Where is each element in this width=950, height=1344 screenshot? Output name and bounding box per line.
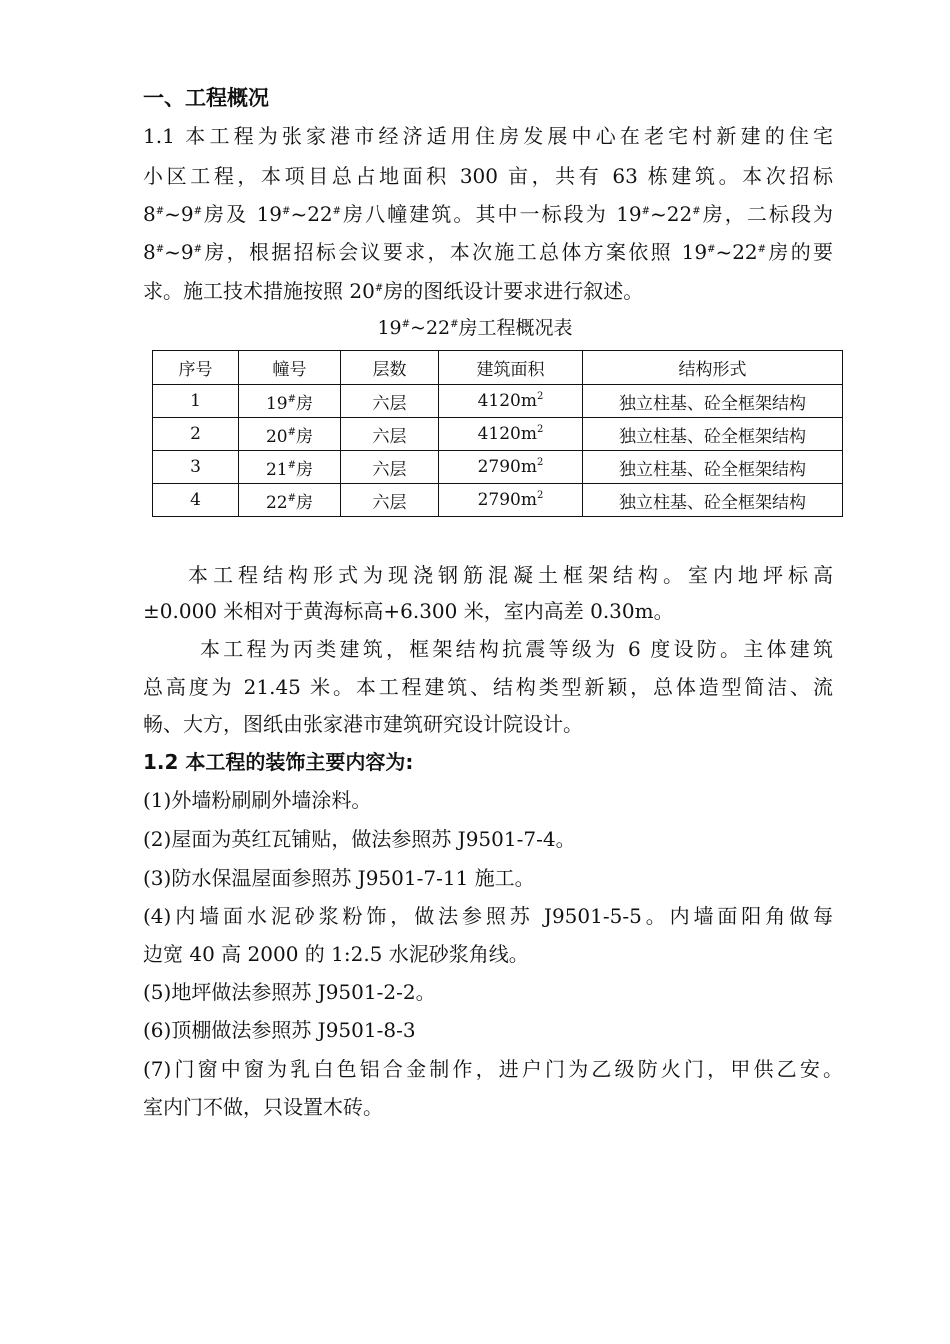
structure-type: 独立柱基、砼全框架结构 xyxy=(583,484,843,517)
para1-line1: 本工程结构形式为现浇钢筋混凝土框架结构。室内地坪标高 xyxy=(188,563,833,587)
row-number: 3 xyxy=(153,451,239,484)
list-item: (7)门窗中窗为乳白色铝合金制作，进户门为乙级防火门，甲供乙安。 xyxy=(143,1057,843,1081)
list-item: (5)地坪做法参照苏 J9501-2-2。 xyxy=(143,980,436,1004)
overview-table xyxy=(152,350,843,517)
s11-line3: 8#~9#房及 19#~22#房八幢建筑。其中一标段为 19#~22#房，二标段为 xyxy=(143,202,834,226)
building-number: 20#房 xyxy=(239,418,341,451)
table-header-row xyxy=(153,351,843,385)
list-item-continued: 边宽 40 高 2000 的 1:2.5 水泥砂浆角线。 xyxy=(143,942,529,966)
floor-area: $4120m^2$ xyxy=(439,418,583,451)
header-cell: 结构形式 xyxy=(583,351,843,385)
floors: 六层 xyxy=(341,385,439,418)
table-row xyxy=(153,385,843,418)
s12-title: 1.2 本工程的装饰主要内容为: xyxy=(143,750,414,774)
para2-line3: 畅、大方，图纸由张家港市建筑研究设计院设计。 xyxy=(143,712,583,736)
row-number: 1 xyxy=(153,385,239,418)
s11-line2: 小区工程，本项目总占地面积 300 亩，共有 63 栋建筑。本次招标 xyxy=(143,164,833,188)
building-number: 21#房 xyxy=(239,451,341,484)
list-item: (1)外墙粉刷刷外墙涂料。 xyxy=(143,788,372,812)
table-row xyxy=(153,484,843,517)
para1-line2: ±0.000 米相对于黄海标高+6.300 米，室内高差 0.30m。 xyxy=(143,599,674,623)
building-number: 19#房 xyxy=(239,385,341,418)
list-item-continued: 室内门不做，只设置木砖。 xyxy=(143,1095,383,1119)
floors: 六层 xyxy=(341,451,439,484)
s11-line4: 8#~9#房，根据招标会议要求，本次施工总体方案依照 19#~22#房的要 xyxy=(143,240,834,264)
list-item: (6)顶棚做法参照苏 J9501-8-3 xyxy=(143,1018,416,1042)
row-number: 4 xyxy=(153,484,239,517)
floors: 六层 xyxy=(341,418,439,451)
header-cell: 序号 xyxy=(153,351,239,385)
structure-type: 独立柱基、砼全框架结构 xyxy=(583,418,843,451)
list-item: (2)屋面为英红瓦铺贴，做法参照苏 J9501-7-4。 xyxy=(143,827,576,851)
header-cell: 层数 xyxy=(341,351,439,385)
list-item: (4)内墙面水泥砂浆粉饰，做法参照苏 J9501-5-5。内墙面阳角做每 xyxy=(143,904,833,928)
table-row xyxy=(153,451,843,484)
floor-area: $2790m^2$ xyxy=(439,451,583,484)
floor-area: $2790m^2$ xyxy=(439,484,583,517)
s11-line5: 求。施工技术措施按照 20#房的图纸设计要求进行叙述。 xyxy=(143,279,644,303)
para2-line1: 本工程为丙类建筑，框架结构抗震等级为 6 度设防。主体建筑 xyxy=(200,637,833,661)
structure-type: 独立柱基、砼全框架结构 xyxy=(583,385,843,418)
structure-type: 独立柱基、砼全框架结构 xyxy=(583,451,843,484)
para2-line2: 总高度为 21.45 米。本工程建筑、结构类型新颖，总体造型简洁、流 xyxy=(143,675,833,699)
header-cell: 建筑面积 xyxy=(439,351,583,385)
floor-area: $4120m^2$ xyxy=(439,385,583,418)
s11-line1: 1.1 本工程为张家港市经济适用住房发展中心在老宅村新建的住宅 xyxy=(143,124,833,148)
header-cell: 幢号 xyxy=(239,351,341,385)
section-title: 一、工程概况 xyxy=(143,86,269,110)
floors: 六层 xyxy=(341,484,439,517)
row-number: 2 xyxy=(153,418,239,451)
building-number: 22#房 xyxy=(239,484,341,517)
table-caption: 19#~22#房工程概况表 xyxy=(377,317,573,339)
table-row xyxy=(153,418,843,451)
list-item: (3)防水保温屋面参照苏 J9501-7-11 施工。 xyxy=(143,866,535,890)
